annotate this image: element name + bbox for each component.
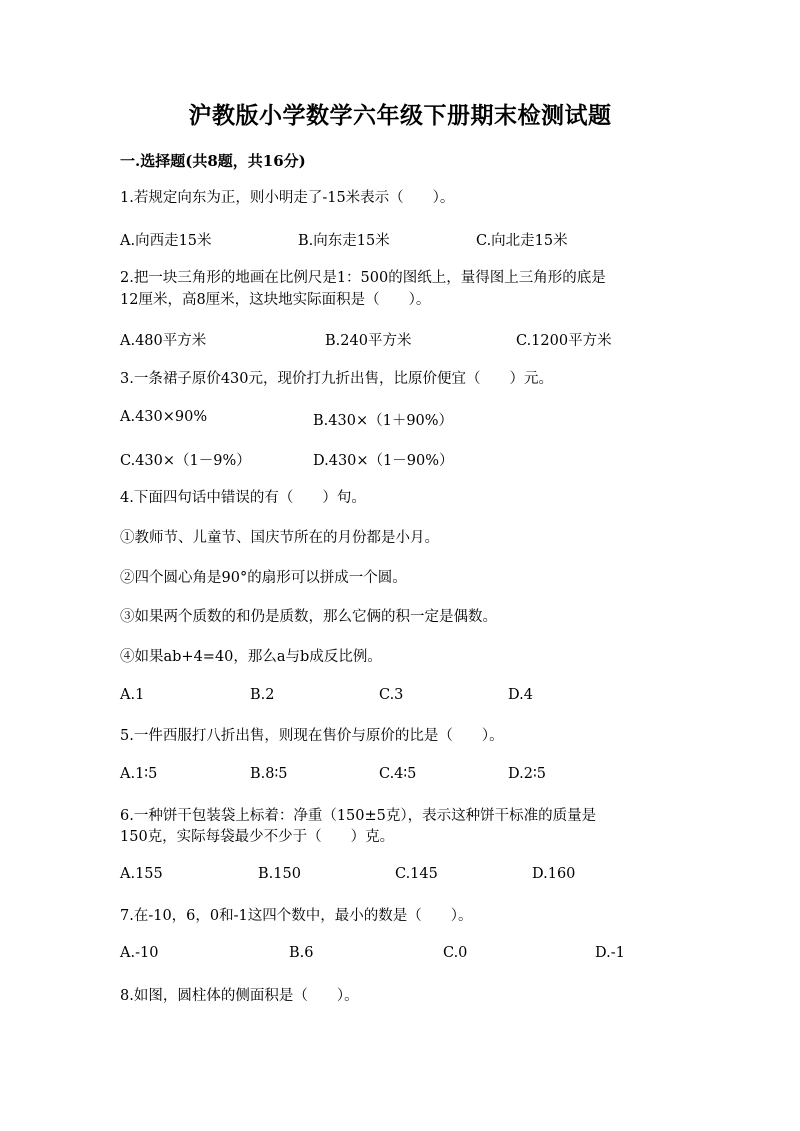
- question-6-option-b: B.150: [258, 866, 301, 882]
- question-7-option-b: B.6: [289, 945, 314, 961]
- question-3-stem: 3.一条裙子原价430元，现价打九折出售，比原价便宜（ ）元。: [120, 371, 554, 387]
- question-5-option-d: D.2∶5: [508, 766, 546, 782]
- question-3-option-d: D.430×（1－90%）: [313, 453, 454, 469]
- question-8-stem: 8.如图，圆柱体的侧面积是（ ）。: [120, 988, 359, 1004]
- question-6-stem-line2: 150克，实际每袋最少不少于（ ）克。: [120, 829, 395, 845]
- question-5-option-b: B.8∶5: [250, 766, 288, 782]
- question-6-stem-line1: 6.一种饼干包装袋上标着：净重（150±5克），表示这种饼干标准的质量是: [120, 808, 597, 824]
- question-3-option-c: C.430×（1－9%）: [120, 453, 251, 469]
- question-3-option-a: A.430×90%: [120, 409, 208, 425]
- question-4-stem: 4.下面四句话中错误的有（ ）句。: [120, 490, 366, 506]
- question-7-option-c: C.0: [443, 945, 468, 961]
- question-2-option-b: B.240平方米: [325, 333, 412, 349]
- question-1-option-a: A.向西走15米: [120, 233, 212, 249]
- question-5-option-c: C.4∶5: [379, 766, 417, 782]
- question-1-stem: 1.若规定向东为正，则小明走了-15米表示（ ）。: [120, 190, 455, 206]
- question-1-option-c: C.向北走15米: [476, 233, 568, 249]
- question-7-option-d: D.-1: [595, 945, 625, 961]
- question-4-option-d: D.4: [508, 687, 533, 703]
- question-7-option-a: A.-10: [120, 945, 159, 961]
- question-4-option-a: A.1: [120, 687, 145, 703]
- question-4-statement-2: ②四个圆心角是90°的扇形可以拼成一个圆。: [120, 570, 407, 586]
- question-4-statement-3: ③如果两个质数的和仍是质数，那么它俩的积一定是偶数。: [120, 609, 497, 625]
- question-5-option-a: A.1∶5: [120, 766, 158, 782]
- question-1-option-b: B.向东走15米: [298, 233, 390, 249]
- question-2-stem-line1: 2.把一块三角形的地画在比例尺是1：500的图纸上，量得图上三角形的底是: [120, 270, 606, 286]
- section-heading: 一.选择题(共8题，共16分): [120, 152, 306, 170]
- question-6-option-d: D.160: [532, 866, 576, 882]
- question-6-option-c: C.145: [395, 866, 438, 882]
- question-4-statement-4: ④如果ab+4=40，那么a与b成反比例。: [120, 649, 382, 665]
- question-6-option-a: A.155: [120, 866, 163, 882]
- question-4-option-c: C.3: [379, 687, 404, 703]
- question-2-option-c: C.1200平方米: [516, 333, 612, 349]
- question-4-option-b: B.2: [250, 687, 275, 703]
- question-4-statement-1: ①教师节、儿童节、国庆节所在的月份都是小月。: [120, 530, 439, 546]
- question-2-stem-line2: 12厘米，高8厘米，这块地实际面积是（ ）。: [120, 292, 431, 308]
- question-2-option-a: A.480平方米: [120, 333, 207, 349]
- question-3-option-b: B.430×（1＋90%）: [313, 413, 454, 429]
- question-5-stem: 5.一件西服打八折出售，则现在售价与原价的比是（ ）。: [120, 728, 504, 744]
- page-title: 沪教版小学数学六年级下册期末检测试题: [188, 102, 612, 129]
- question-7-stem: 7.在-10，6，0和-1这四个数中，最小的数是（ ）。: [120, 908, 473, 924]
